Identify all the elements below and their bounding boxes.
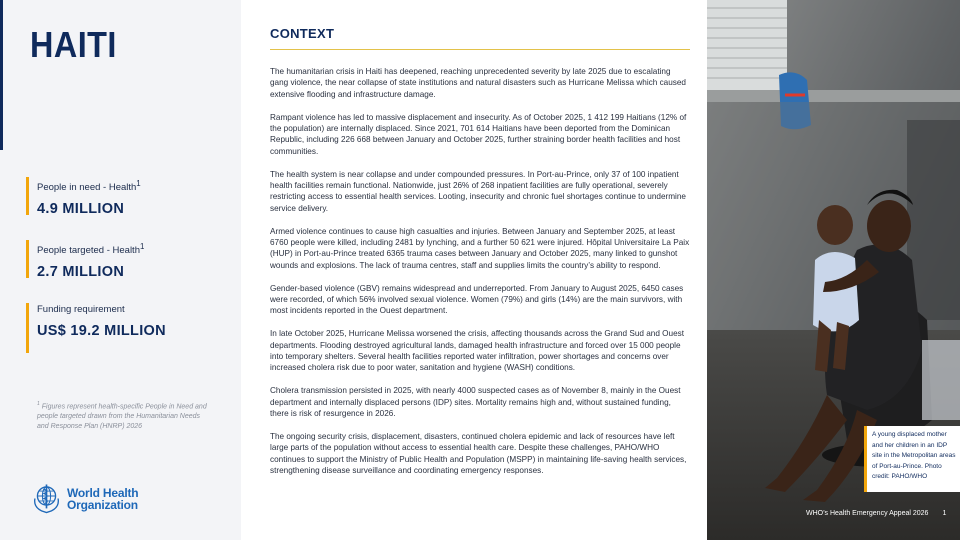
accent-bar (0, 0, 3, 150)
left-panel (0, 0, 241, 540)
page-number: 1 (942, 510, 947, 517)
who-logo (30, 482, 138, 515)
who-wordmark: World Health Organization (67, 485, 139, 512)
stat-value: 2.7 MILLION (37, 264, 125, 281)
context-section (270, 26, 690, 488)
footer-title: WHO’s Health Emergency Appeal 2026 (806, 510, 929, 517)
stat-value: US$ 19.2 MILLION (37, 323, 166, 339)
footnote: $^1$ Figures represent health-specific People in Need and people targeted drawn from the Humanitarian Needs and Response Plan (HNRP) 2026 (37, 401, 207, 431)
stat-funding-requirement (26, 303, 226, 353)
context-body (270, 66, 690, 477)
photo-caption: A young displaced mother and her children in an IDP site in the Metropolitan areas of Port-au-Prince. Photo credit: PAHO/WHO (864, 426, 960, 492)
stat-label: People targeted - Health$^1$ (37, 242, 145, 257)
footer (806, 510, 956, 517)
paragraph: The health system is near collapse and under compounded pressures. In Port-au-Prince, only 37 of 100 inpatient health facilities remain functional. Nationwide, just 26% of 268 inpatient facilities are fully operational, severely restricting access to essential health services. Looting, insecurity and chronic fuel shortages continue to undermine service delivery. (270, 169, 686, 213)
page-title: HAITI (30, 24, 117, 65)
paragraph: The humanitarian crisis in Haiti has deepened, reaching unprecedented severity by late 2025 due to escalating gang violence, the near collapse of state institutions and natural disasters such as Hurricane Melissa which caused extensive flooding and infrastructure damage. (270, 67, 686, 99)
paragraph: Rampant violence has led to massive displacement and insecurity. As of October 2025, 1 412 199 Haitians (12% of the population) are internally displaced. Since 2021, 701 614 Haitians have been deported from the Dominican Republic, including 226 668 between January and October 2025, further straining border health facilities and host communities. (270, 112, 687, 156)
section-heading: CONTEXT (270, 26, 690, 50)
stat-value: 4.9 MILLION (37, 201, 125, 218)
stat-people-targeted (26, 240, 226, 281)
who-emblem-icon (30, 482, 63, 515)
paragraph: Gender-based violence (GBV) remains widespread and underreported. From January to August 2025, 6450 cases were recorded, of which 56% involved sexual violence. Women (79%) and girls (14%) are the main survivors, with most incidents reported in the Ouest department. (270, 283, 684, 316)
paragraph: Armed violence continues to cause high casualties and injuries. Between January and September 2025, at least 6760 people were killed, including 2481 by lynching, and a further 50 621 were injured. Hôpital Universitaire La Paix (HUP) in Port-au-Prince treated 6365 trauma cases between January and October 2025, many linked to gunshot wounds and explosions. The lack of trauma centres, staff and supplies limits the country’s ability to respond. (270, 226, 690, 270)
paragraph: In late October 2025, Hurricane Melissa worsened the crisis, affecting thousands across the Grand Sud and Ouest departments. Flooding destroyed agricultural lands, damaged health infrastructure and forced over 15 000 people into temporary shelters. Several health facilities reported water infiltration, power shortages and concerns over increased cholera risk due to poor water, sanitation and hygiene (WASH) conditions. (270, 329, 684, 373)
paragraph: The ongoing security crisis, displacement, disasters, continued cholera epidemic and lack of resources have left large parts of the population without access to essential health care. Despite these challenges, PAHO/WHO continues to support the Ministry of Public Health and Population (MSPP) in maintaining life-saving health services, strengthening disease surveillance and coordinating emergency responses. (270, 431, 687, 476)
paragraph: Cholera transmission persisted in 2025, with nearly 4000 suspected cases as of November 8, mainly in the Ouest department and internally displaced persons (IDP) sites. Mortality remains high and, without sustained funding, there is risk of resurgence in 2026. (270, 386, 681, 419)
stat-label: Funding requirement (37, 304, 125, 315)
stat-people-in-need (26, 177, 226, 218)
stat-label: People in need - Health$^1$ (37, 179, 141, 194)
